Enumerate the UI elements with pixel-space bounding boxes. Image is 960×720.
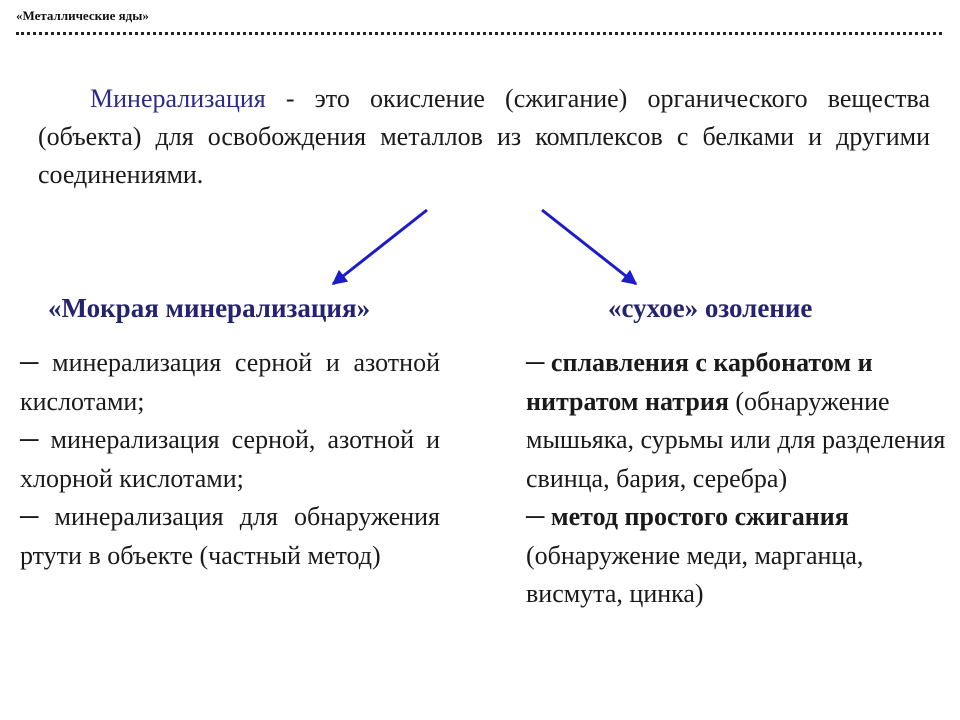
dry-item-1-desc: (обнаружение мышьяка, сурьмы или для разделения свинца, бария, серебра) <box>526 386 946 493</box>
wet-mineralization-list <box>20 344 440 575</box>
dry-item-2 <box>526 498 946 614</box>
dry-ashing-list <box>526 344 946 614</box>
dry-item-2-desc: (обнаружение меди, марганца, висмута, цинка) <box>526 540 864 608</box>
dry-item-1-method: ─ сплавления с карбонатом и нитратом натрия <box>526 348 873 416</box>
arrow-left <box>333 210 427 284</box>
dry-item-1 <box>526 344 946 498</box>
definition-term: Минерализация <box>90 84 266 113</box>
wet-item-1: ─ минерализация серной и азотной кислотами; <box>20 348 440 416</box>
wet-item-2: ─ минерализация серной, азотной и хлорной кислотами; <box>20 425 440 493</box>
wet-item-3: ─ минерализация для обнаружения ртути в объекте (частный метод) <box>20 502 440 570</box>
slide-header: «Металлические яды» <box>16 8 149 23</box>
arrow-right <box>542 210 636 284</box>
dry-ashing-title: «сухое» озоление <box>608 293 813 323</box>
wet-mineralization-title: «Мокрая минерализация» <box>48 293 371 323</box>
definition-text: - это окисление (сжигание) органического вещества (объекта) для освобождения металлов из комплексов с белками и другими соединениями. <box>38 84 930 189</box>
dry-item-2-method: ─ метод простого сжигания <box>526 502 849 531</box>
